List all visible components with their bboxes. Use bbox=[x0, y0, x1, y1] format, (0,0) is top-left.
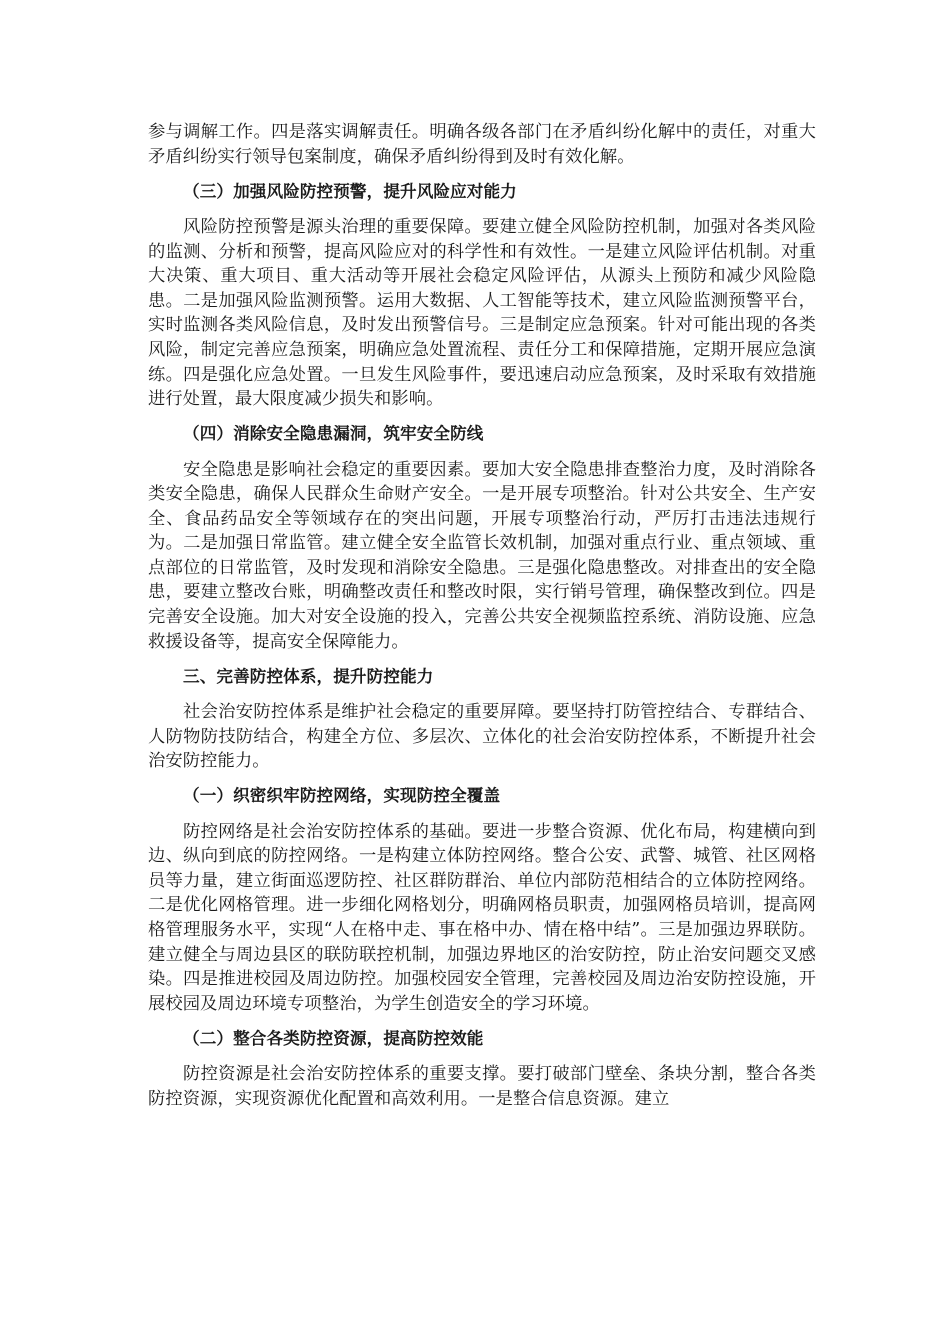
paragraph-risk-warning: 风险防控预警是源头治理的重要保障。要建立健全风险防控机制，加强对各类风险的监测、分析和预警，提高风险应对的科学性和有效性。一是建立风险评估机制。对重大决策、重大项目、重大活动等开展社会稳定风险评估，从源头上预防和减少风险隐患。二是加强风险监测预警。运用大数据、人工智能等技术，建立风险监测预警平台，实时监测各类风险信息，及时发出预警信号。三是制定应急预案。针对可能出现的各类风险，制定完善应急预案，明确应急处置流程、责任分工和保障措施，定期开展应急演练。四是强化应急处置。一旦发生风险事件，要迅速启动应急预案，及时采取有效措施进行处置，最大限度减少损失和影响。 bbox=[148, 216, 816, 410]
paragraph-safety-hazards: 安全隐患是影响社会稳定的重要因素。要加大安全隐患排查整治力度，及时消除各类安全隐患，确保人民群众生命财产安全。一是开展专项整治。针对公共安全、生产安全、食品药品安全等领域存在的突出问题，开展专项整治行动，严厉打击违法违规行为。二是加强日常监管。建立健全安全监管长效机制，加强对重点行业、重点领域、重点部位的日常监管，及时发现和消除安全隐患。三是强化隐患整改。对排查出的安全隐患，要建立整改台账，明确整改责任和整改时限，实行销号管理，确保整改到位。四是完善安全设施。加大对安全设施的投入，完善公共安全视频监控系统、消防设施、应急救援设备等，提高安全保障能力。 bbox=[148, 459, 816, 652]
paragraph-prevention-system: 社会治安防控体系是维护社会稳定的重要屏障。要坚持打防管控结合、专群结合、人防物防技防结合，构建全方位、多层次、立体化的社会治安防控体系，不断提升社会治安防控能力。 bbox=[148, 702, 816, 772]
paragraph-prevention-resources: 防控资源是社会治安防控体系的重要支撑。要打破部门壁垒、条块分割，整合各类防控资源，实现资源优化配置和高效利用。一是整合信息资源。建立 bbox=[148, 1064, 816, 1109]
paragraph-mediation-continued: 参与调解工作。四是落实调解责任。明确各级各部门在矛盾纠纷化解中的责任，对重大矛盾纠纷实行领导包案制度，确保矛盾纠纷得到及时有效化解。 bbox=[148, 122, 816, 167]
paragraph-prevention-network: 防控网络是社会治安防控体系的基础。要进一步整合资源、优化布局，构建横向到边、纵向到底的防控网络。一是构建立体防控网络。整合公安、武警、城管、社区网格员等力量，建立街面巡逻防控、社区群防群治、单位内部防范相结合的立体防控网络。二是优化网格管理。进一步细化网格划分，明确网格员职责，加强网格员培训，提高网格管理服务水平，实现“人在格中走、事在格中办、情在格中结”。三是加强边界联防。建立健全与周边县区的联防联控机制，加强边界地区的治安防控，防止治安问题交叉感染。四是推进校园及周边防控。加强校园安全管理，完善校园及周边治安防控设施，开展校园及周边环境专项整治，为学生创造安全的学习环境。 bbox=[148, 821, 816, 1014]
heading-prevention-resources: （二）整合各类防控资源，提高防控效能 bbox=[183, 1028, 484, 1048]
document-page bbox=[148, 120, 816, 1122]
heading-prevention-network: （一）织密织牢防控网络，实现防控全覆盖 bbox=[183, 786, 501, 806]
heading-risk-warning: （三）加强风险防控预警，提升风险应对能力 bbox=[183, 181, 517, 201]
heading-prevention-system: 三、完善防控体系，提升防控能力 bbox=[183, 666, 434, 686]
heading-safety-hazards: （四）消除安全隐患漏洞，筑牢安全防线 bbox=[183, 424, 484, 444]
